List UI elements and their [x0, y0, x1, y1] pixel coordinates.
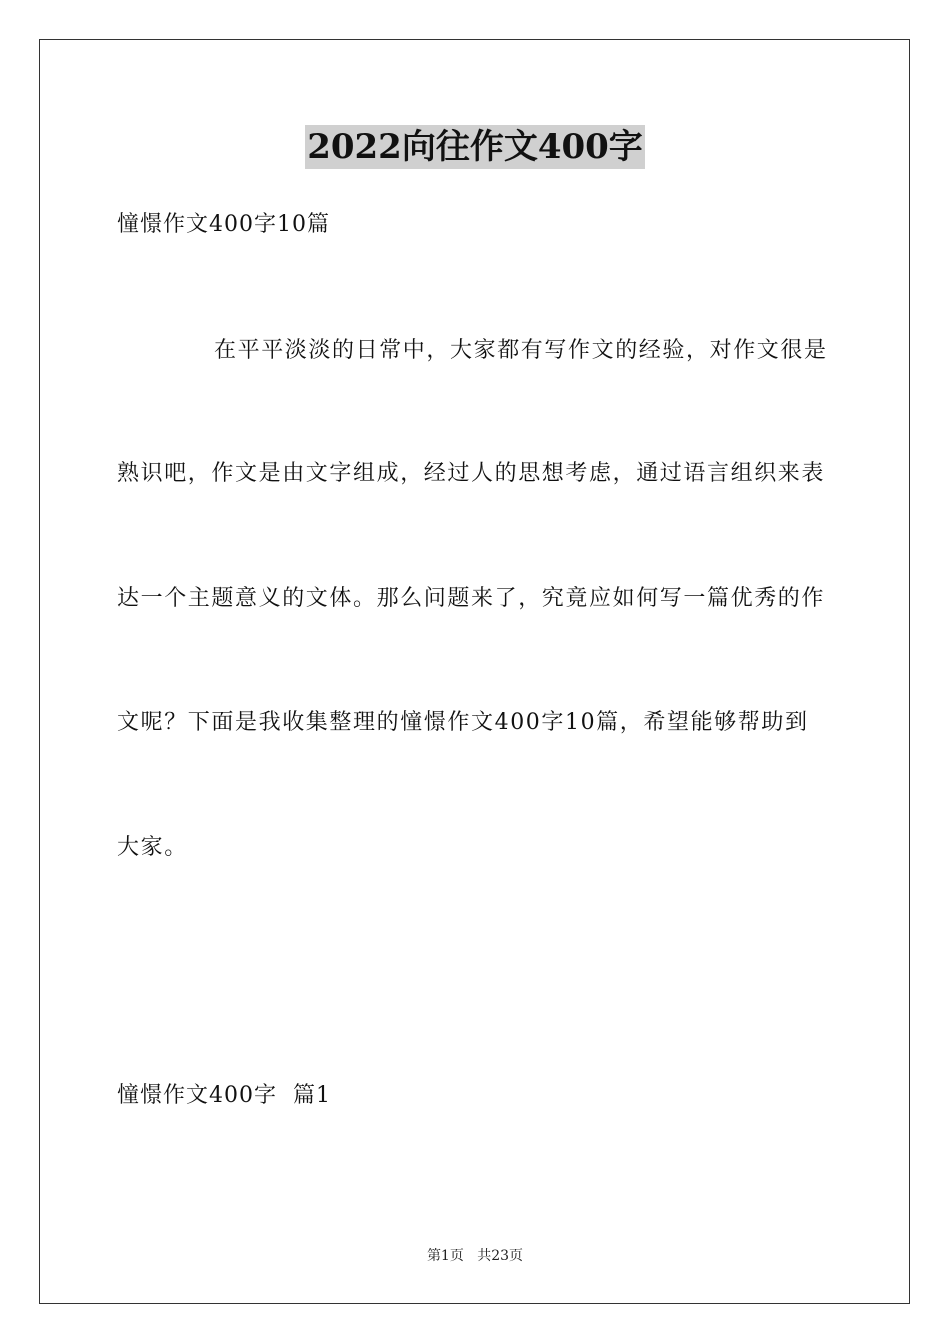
- title-container: [0, 125, 950, 169]
- document-subtitle: 憧憬作文400字10篇: [117, 212, 330, 237]
- page-total: 共23页: [477, 1248, 524, 1264]
- section-heading: 憧憬作文400字 篇1: [117, 1083, 331, 1108]
- paragraph-line: 在平平淡淡的日常中，大家都有写作文的经验，对作文很是: [214, 338, 828, 363]
- paragraph-line: 达一个主题意义的文体。那么问题来了，究竟应如何写一篇优秀的作: [117, 586, 826, 611]
- document-title: 2022向往作文400字: [307, 127, 643, 167]
- paragraph-line: 熟识吧，作文是由文字组成，经过人的思想考虑，通过语言组织来表: [117, 461, 826, 486]
- page-number: 第1页: [426, 1248, 464, 1264]
- paragraph-line: 文呢？下面是我收集整理的憧憬作文400字10篇，希望能够帮助到: [117, 710, 809, 735]
- paragraph-line: 大家。: [117, 835, 188, 860]
- page-footer: [0, 1246, 950, 1266]
